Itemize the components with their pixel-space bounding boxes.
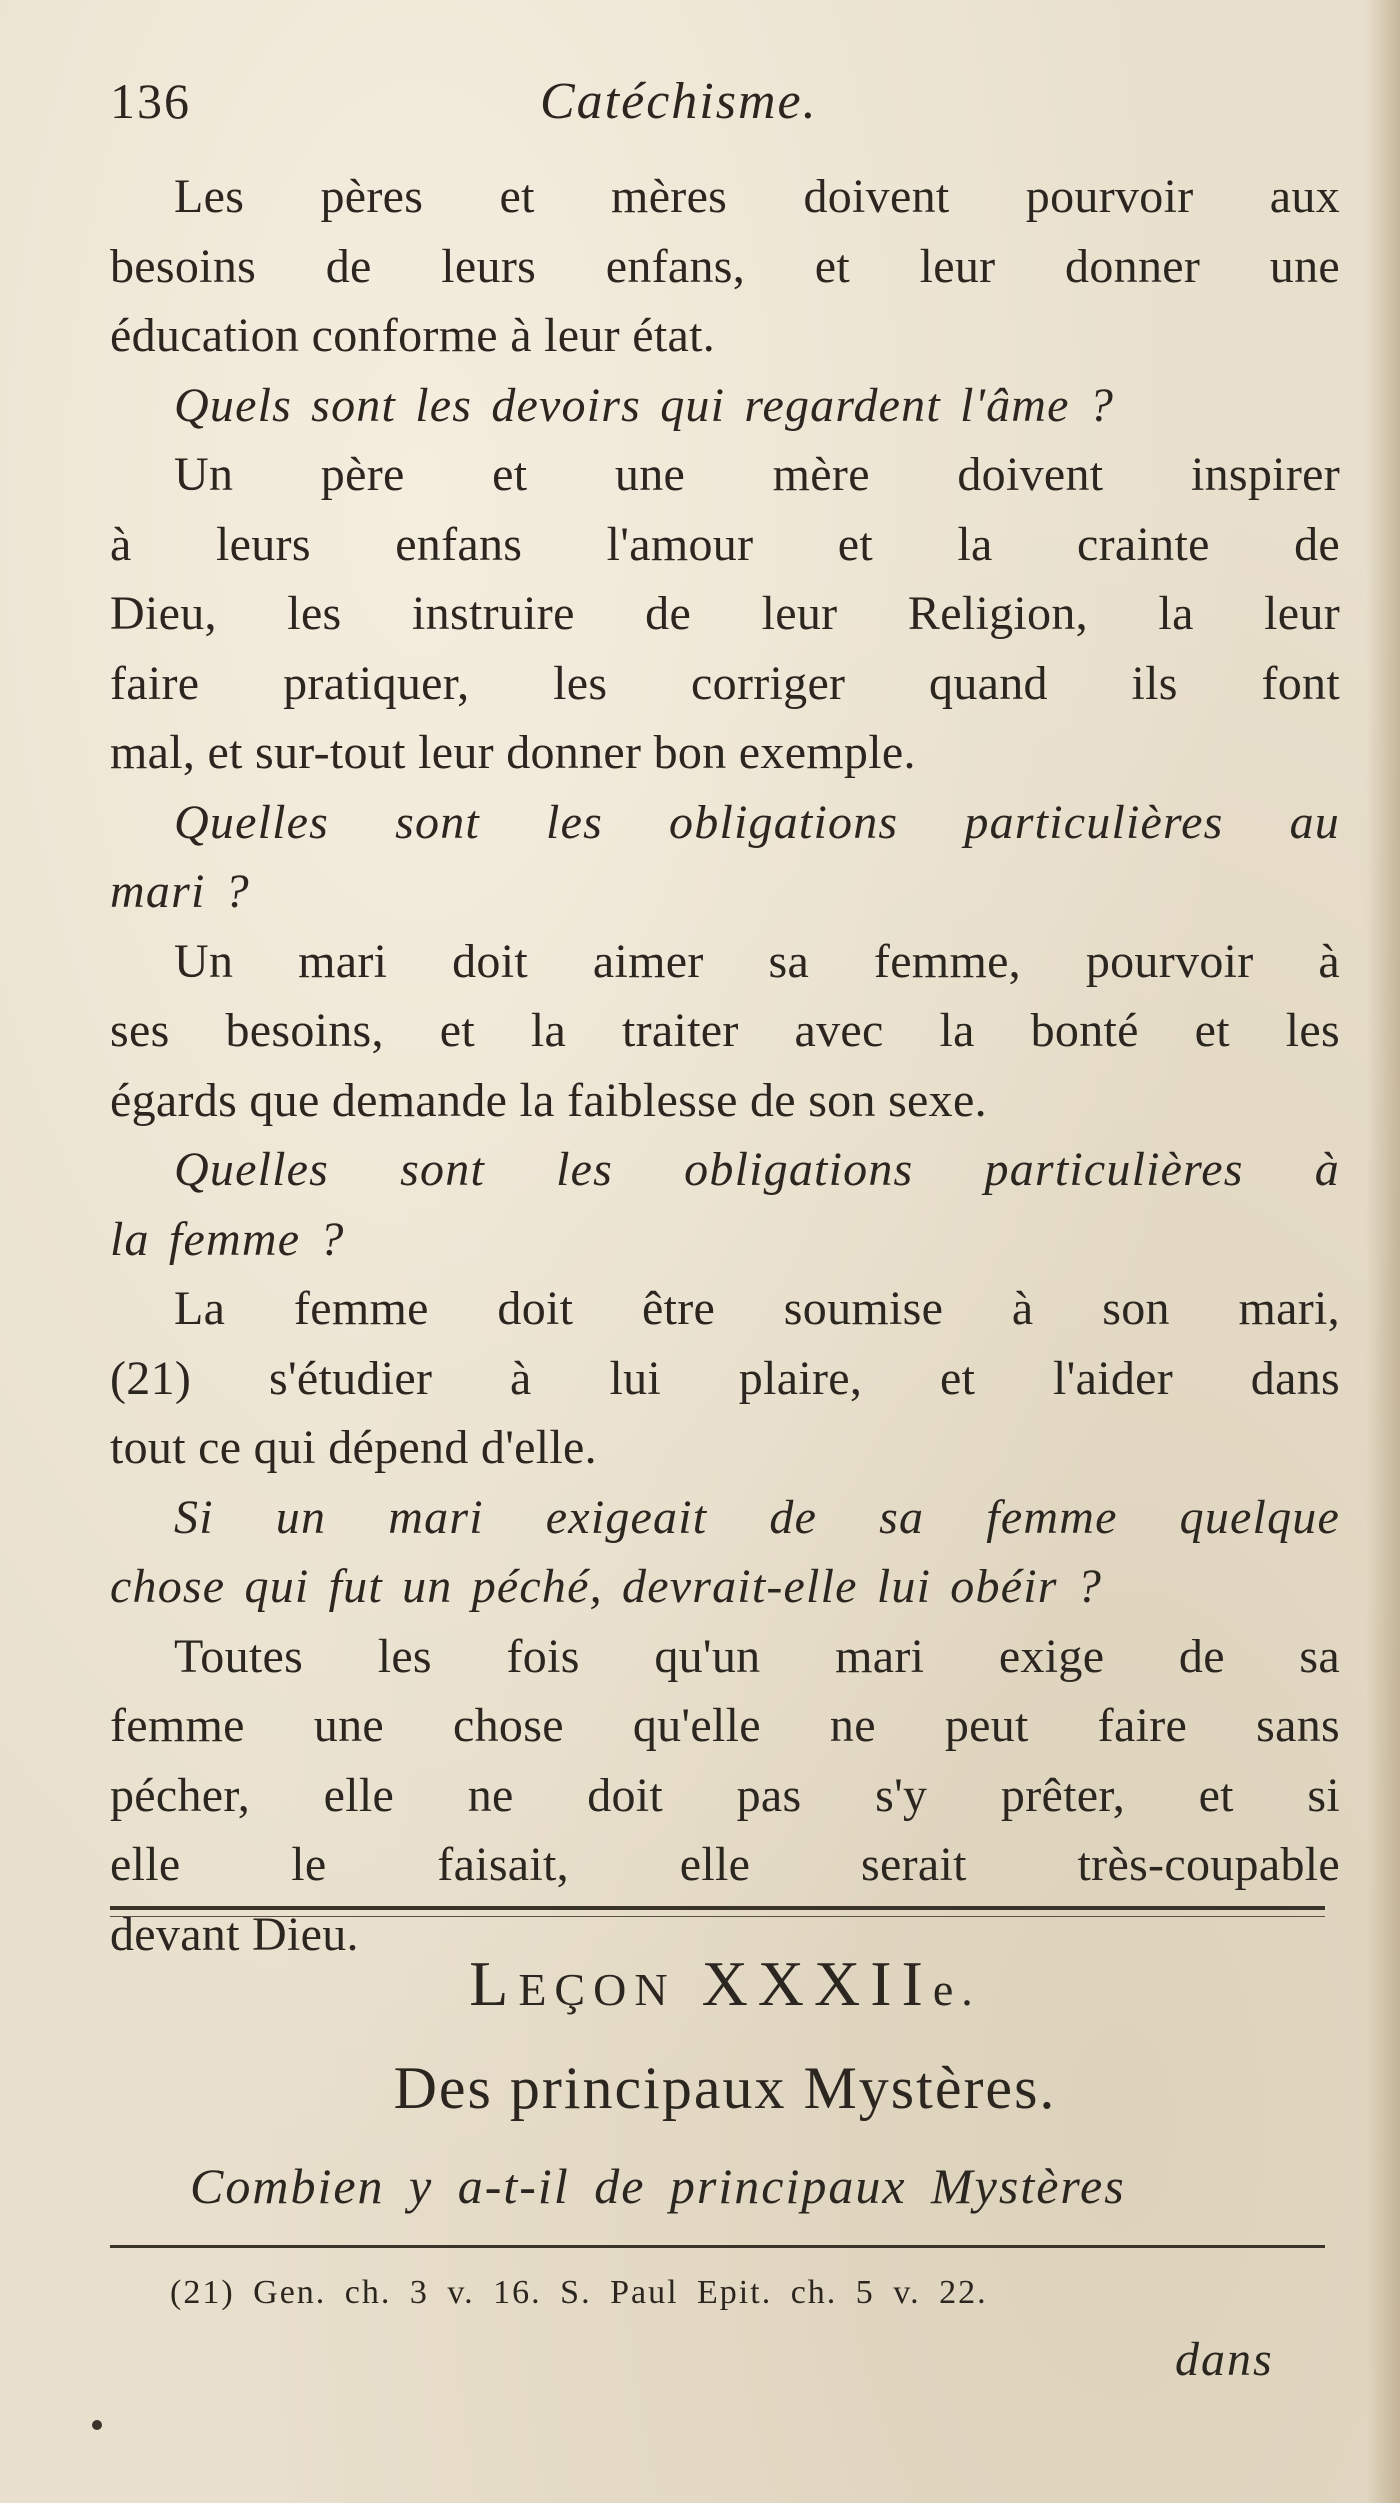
answer-line: besoins de leurs enfans, et leur donner une bbox=[110, 239, 1340, 293]
lesson-subtitle: Des principaux Mystères. bbox=[393, 2055, 1057, 2121]
answer-line: Un père et une mère doivent inspirer bbox=[174, 448, 1340, 501]
lesson-first-question: Combien y a-t-il de principaux Mystères bbox=[190, 2158, 1126, 2214]
question-line: Quels sont les devoirs qui regardent l'âme ? bbox=[174, 378, 1115, 432]
lesson-number-suffix: e. bbox=[932, 1964, 981, 2015]
lesson-title-initial: L bbox=[469, 1948, 519, 2019]
answer-line: ses besoins, et la traiter avec la bonté et les bbox=[110, 1004, 1340, 1057]
lesson-title-word: EÇON bbox=[518, 1964, 676, 2015]
answer-line: Un mari doit aimer sa femme, pourvoir à bbox=[174, 934, 1340, 988]
page-gutter-shadow bbox=[1366, 0, 1400, 2503]
section-divider bbox=[110, 1906, 1325, 1917]
question-line: mari ? bbox=[110, 865, 250, 918]
answer-line: femme une chose qu'elle ne peut faire sans bbox=[110, 1699, 1340, 1752]
answer-line: égards que demande la faiblesse de son sexe. bbox=[110, 1073, 987, 1127]
answer-line: Dieu, les instruire de leur Religion, la leur bbox=[110, 587, 1340, 640]
footnote: (21) Gen. ch. 3 v. 16. S. Paul Epit. ch. 5 v. 22. bbox=[170, 2274, 988, 2311]
footnote-divider bbox=[110, 2245, 1325, 2252]
running-title: Catéchisme. bbox=[540, 73, 818, 130]
catchword: dans bbox=[1175, 2333, 1274, 2386]
answer-line: mal, et sur-tout leur donner bon exemple. bbox=[110, 726, 916, 779]
answer-line: tout ce qui dépend d'elle. bbox=[110, 1421, 597, 1474]
answer-line: devant Dieu. bbox=[110, 1907, 359, 1961]
question-line: chose qui fut un péché, devrait-elle lui obéir ? bbox=[110, 1560, 1103, 1613]
question-line: la femme ? bbox=[110, 1212, 345, 1266]
answer-line: La femme doit être soumise à son mari, bbox=[174, 1282, 1340, 1335]
answer-line: Toutes les fois qu'un mari exige de sa bbox=[174, 1629, 1340, 1683]
lesson-number: XXXII bbox=[701, 1948, 933, 2019]
answer-line: à leurs enfans l'amour et la crainte de bbox=[110, 517, 1340, 571]
page-header bbox=[110, 72, 1340, 142]
answer-line: faire pratiquer, les corriger quand ils font bbox=[110, 656, 1340, 710]
answer-line: pécher, elle ne doit pas s'y prêter, et si bbox=[110, 1768, 1340, 1822]
lesson-title bbox=[110, 1944, 1340, 2030]
ink-speck bbox=[92, 2420, 102, 2430]
answer-line: éducation conforme à leur état. bbox=[110, 309, 716, 362]
catechism-text-block bbox=[110, 162, 1340, 1969]
answer-line: (21) s'étudier à lui plaire, et l'aider dans bbox=[110, 1351, 1340, 1405]
answer-line: elle le faisait, elle serait très-coupable bbox=[110, 1838, 1340, 1891]
question-line: Quelles sont les obligations particulières à bbox=[174, 1143, 1340, 1196]
question-line: Quelles sont les obligations particulières au bbox=[174, 795, 1340, 849]
answer-line: Les pères et mères doivent pourvoir aux bbox=[174, 170, 1340, 223]
page-number: 136 bbox=[110, 73, 191, 129]
question-line: Si un mari exigeait de sa femme quelque bbox=[174, 1490, 1340, 1544]
